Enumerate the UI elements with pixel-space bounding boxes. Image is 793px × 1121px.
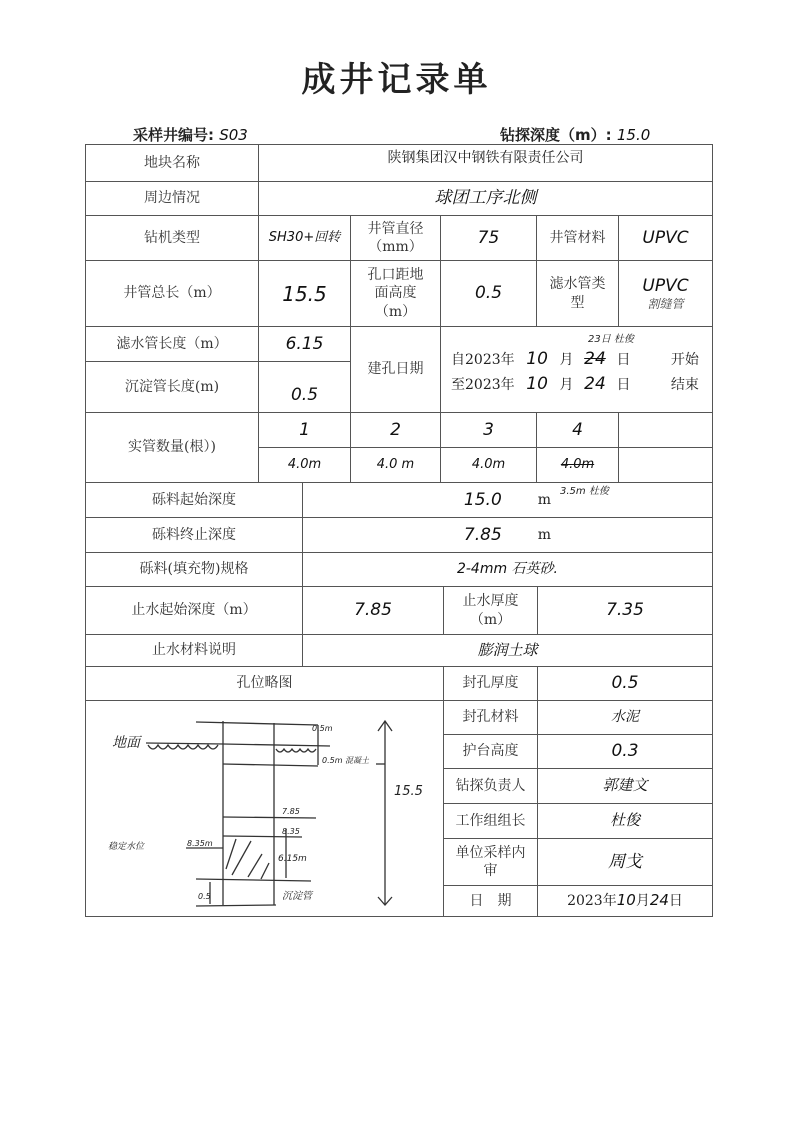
pipe-material-value: UPVC <box>618 215 713 261</box>
solid-pipe-label: 实管数量(根）) <box>85 412 259 483</box>
rig-type-value: SH30+回转 <box>258 215 351 261</box>
depth-785: 7.85 <box>282 807 300 816</box>
screen-top-line <box>223 836 302 837</box>
solid-pipe-length-4: 4.0m <box>536 447 619 483</box>
date-to-day: 24 <box>584 374 606 394</box>
day-label: 日 <box>616 352 631 368</box>
gravel-end-cell <box>302 517 713 553</box>
date-label: 日 期 <box>443 885 538 917</box>
start-label: 开始 <box>670 352 699 368</box>
build-date-lines <box>451 347 699 397</box>
gravel-spec-value: 2-4mm 石英砂. <box>302 552 713 587</box>
gravel-spec-label: 砾料(填充物)规格 <box>85 552 303 587</box>
ground-line-right <box>223 744 330 746</box>
gravel-end-value: 7.85 <box>463 524 502 545</box>
ground-line-left <box>146 743 223 744</box>
drilling-lead-label: 钻探负责人 <box>443 768 538 804</box>
day-label: 日 <box>616 377 631 393</box>
date-from-prefix: 自2023年 <box>451 352 515 368</box>
collar-height-value: 0.5 <box>440 260 537 327</box>
plug-thickness-label: 封孔厚度 <box>443 666 538 701</box>
sump-length-value: 0.5 <box>258 361 351 413</box>
seal-material-value: 膨润土球 <box>302 634 713 667</box>
gravel-start-unit: m <box>537 491 552 508</box>
seal-thickness-label: 止水厚度（m） <box>443 586 538 635</box>
date-from-day: 24 <box>584 349 606 369</box>
well-sketch <box>86 701 443 916</box>
month-label: 月 <box>559 377 574 393</box>
date-from-month: 10 <box>526 349 548 369</box>
sketch-label: 孔位略图 <box>85 666 444 701</box>
plug-material-value: 水泥 <box>537 700 713 735</box>
pipe-length-label: 井管总长（m） <box>85 260 259 327</box>
platform-height-value: 0.3 <box>537 734 713 769</box>
pipe-length-value: 15.5 <box>258 260 351 327</box>
sump-label: 沉淀管 <box>282 891 312 902</box>
screen-length-label: 滤水管长度（m） <box>85 326 259 362</box>
screen-type-value: UPVC <box>642 275 689 296</box>
seal-start-value: 7.85 <box>302 586 444 635</box>
solid-pipe-number-1: 1 <box>258 412 351 448</box>
concrete-bottom-line <box>223 764 318 766</box>
ground-wave-left <box>148 745 218 749</box>
drilling-lead-signature: 郭建文 <box>537 768 713 804</box>
build-date-label: 建孔日期 <box>350 326 441 413</box>
gravel-start-value: 15.0 <box>463 489 502 510</box>
solid-pipe-number-2: 2 <box>350 412 441 448</box>
solid-pipe-length-3: 4.0m <box>440 447 537 483</box>
solid-pipe-length-1: 4.0m <box>258 447 351 483</box>
well-number-value: S03 <box>219 126 248 144</box>
internal-review-signature: 周戈 <box>537 838 713 886</box>
collar-height-label: 孔口距地面高度（m） <box>350 260 441 327</box>
date-to-line <box>451 372 699 397</box>
water-level-value: 8.35m <box>187 839 213 848</box>
date-to-prefix: 至2023年 <box>451 377 515 393</box>
solid-pipe-number-4: 4 <box>536 412 619 448</box>
pipe-material-label: 井管材料 <box>536 215 619 261</box>
screen-hatch <box>248 854 262 877</box>
plug-material-label: 封孔材料 <box>443 700 538 735</box>
solid-pipe-number-3: 3 <box>440 412 537 448</box>
month-label: 月 <box>559 352 574 368</box>
surroundings-value: 球团工序北侧 <box>258 181 713 216</box>
solid-pipe-length-empty <box>618 447 713 483</box>
site-name-label: 地块名称 <box>85 144 259 182</box>
screen-type-label: 滤水管类型 <box>536 260 619 327</box>
top-cap-line <box>196 722 318 725</box>
screen-hatch <box>232 841 251 875</box>
date-day: 24 <box>649 891 669 910</box>
screen-length-value: 6.15 <box>258 326 351 362</box>
screen-type-cell <box>618 260 713 327</box>
date-correction-note: 23日 杜俊 <box>588 334 634 345</box>
sump-note: 0.5 <box>198 892 211 901</box>
plug-thickness-value: 0.5 <box>537 666 713 701</box>
drilling-depth <box>500 124 650 145</box>
date-month: 10 <box>616 891 636 910</box>
page-title: 成井记录单 <box>301 60 492 100</box>
surroundings-label: 周边情况 <box>85 181 259 216</box>
screen-type-note: 割缝管 <box>647 296 684 311</box>
rig-type-label: 钻机类型 <box>85 215 259 261</box>
sump-length-label: 沉淀管长度(m) <box>85 361 259 413</box>
date-cell <box>537 885 713 917</box>
site-name-value: 陕钢集团汉中钢铁有限责任公司 <box>258 144 713 182</box>
seal-thickness-value: 7.35 <box>537 586 713 635</box>
team-lead-signature: 杜俊 <box>537 803 713 839</box>
drilling-depth-value: 15.0 <box>616 126 651 144</box>
pipe-diameter-value: 75 <box>440 215 537 261</box>
gravel-start-label: 砾料起始深度 <box>85 482 303 518</box>
date-to-month: 10 <box>526 374 548 394</box>
gravel-end-label: 砾料终止深度 <box>85 517 303 553</box>
sump-bottom-line <box>196 905 276 906</box>
seal-bottom-line <box>223 817 316 818</box>
gravel-end-unit: m <box>537 526 552 543</box>
screen-note: 6.15m <box>278 854 307 864</box>
top-note: 0.5m <box>312 724 333 733</box>
total-length-value: 15.5 <box>394 784 423 799</box>
date-from-line <box>451 347 699 372</box>
well-number-label: 采样井编号: <box>133 126 214 144</box>
solid-pipe-number-empty <box>618 412 713 448</box>
screen-bottom-line <box>196 879 311 881</box>
date-prefix: 2023年 <box>567 892 617 909</box>
seal-material-label: 止水材料说明 <box>85 634 303 667</box>
screen-hatch <box>261 863 269 879</box>
water-level-label: 稳定水位 <box>108 842 145 852</box>
end-label: 结束 <box>670 377 699 393</box>
well-number <box>133 124 248 145</box>
seal-start-label: 止水起始深度（m） <box>85 586 303 635</box>
solid-pipe-correction: 3.5m 杜俊 <box>560 486 609 497</box>
date-day-label: 日 <box>668 892 683 909</box>
gravel-start-cell <box>302 482 713 518</box>
ground-wave-right <box>276 749 316 752</box>
platform-height-label: 护台高度 <box>443 734 538 769</box>
pipe-diameter-label: 井管直径（mm） <box>350 215 441 261</box>
depth-835: 8.35 <box>282 827 300 836</box>
team-lead-label: 工作组组长 <box>443 803 538 839</box>
internal-review-label: 单位采样内审 <box>443 838 538 886</box>
ground-label: 地面 <box>112 735 140 751</box>
date-month-label: 月 <box>635 892 650 909</box>
drilling-depth-label: 钻探深度（m）: <box>500 126 612 144</box>
screen-hatch <box>226 839 236 869</box>
concrete-note: 0.5m 混凝土 <box>322 756 370 765</box>
solid-pipe-length-2: 4.0 m <box>350 447 441 483</box>
